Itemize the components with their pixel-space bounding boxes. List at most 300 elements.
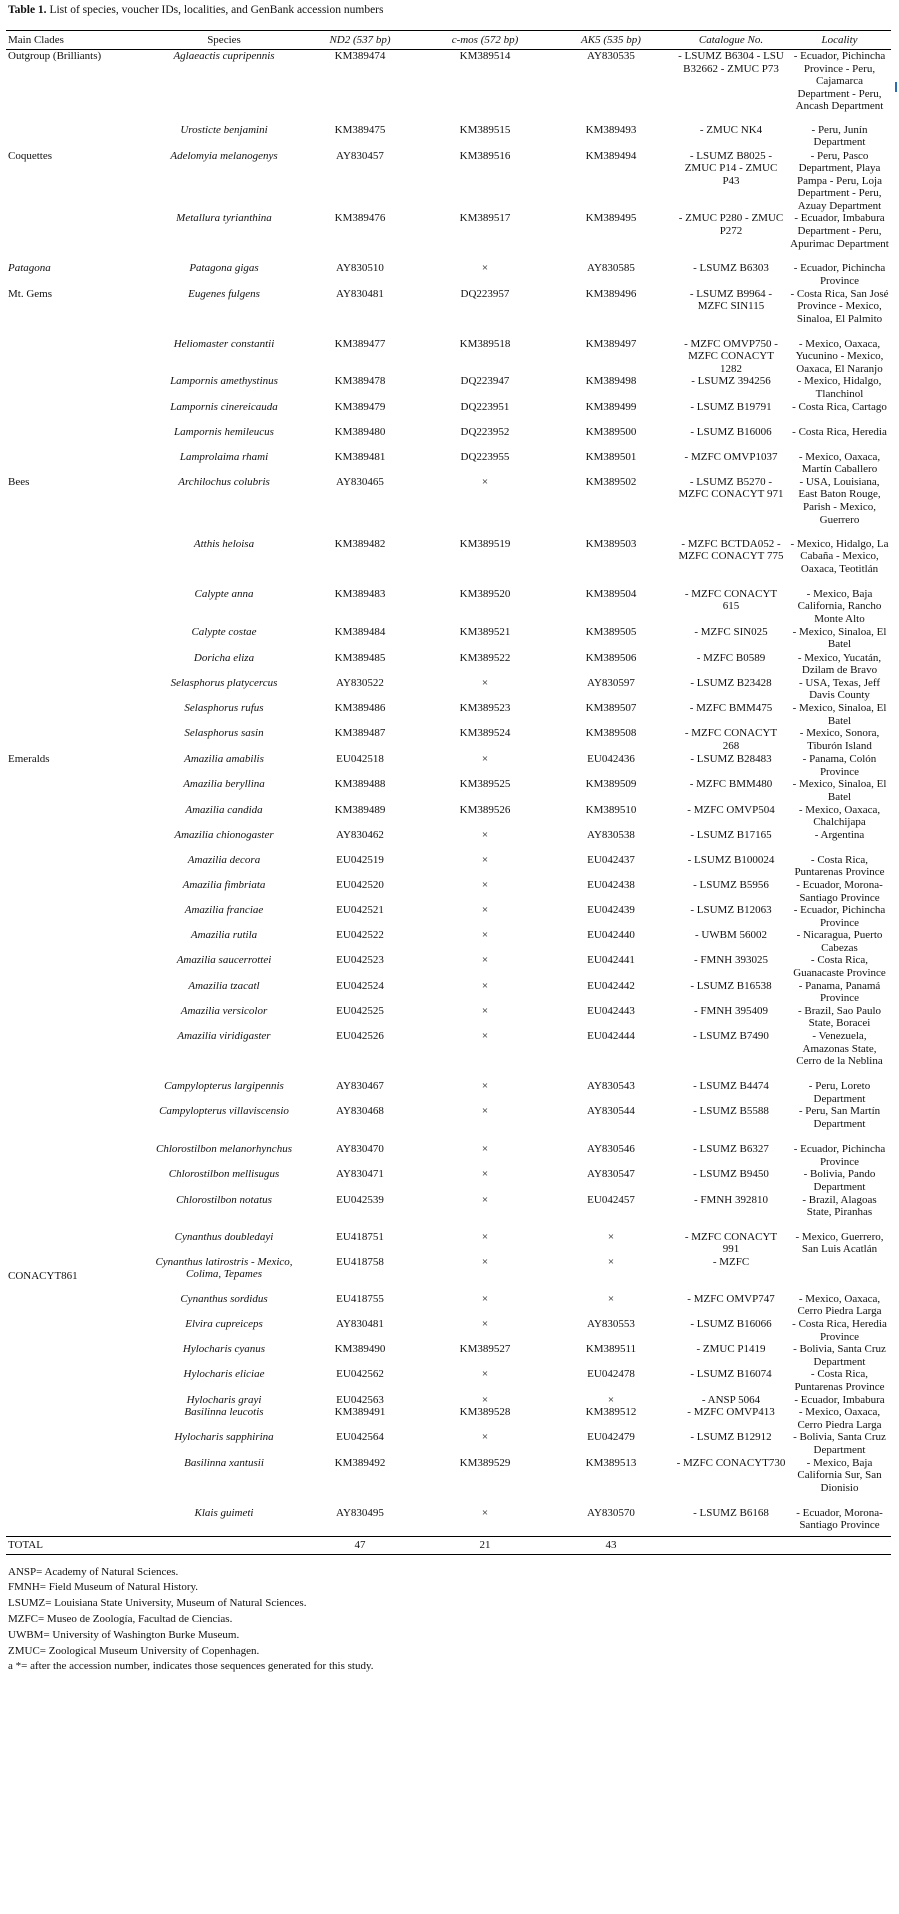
locality-cell: - USA, Texas, Jeff Davis County xyxy=(798,676,880,702)
nd2-cell: AY830462 xyxy=(336,828,384,841)
clade-cell xyxy=(6,401,150,426)
catalogue-cell: - MZFC CONACYT730 xyxy=(676,1456,786,1469)
species-cell: Selasphorus rufus xyxy=(184,701,264,714)
catalogue-cell: - MZFC OMVP504 xyxy=(687,803,775,816)
nd2-cell: KM389489 xyxy=(334,803,386,816)
total-row xyxy=(6,1537,891,1555)
table-row xyxy=(6,753,891,778)
cmos-cell: DQ223947 xyxy=(460,375,510,388)
cmos-cell: KM389514 xyxy=(459,50,511,62)
catalogue-cell: - UWBM 56002 xyxy=(694,929,768,942)
catalogue-cell: - FMNH 392810 xyxy=(694,1193,768,1206)
cmos-cell: KM389529 xyxy=(459,1456,511,1469)
ak5-cell: KM389501 xyxy=(585,450,637,463)
table-row xyxy=(6,626,891,652)
catalogue-cell: - LSUMZ B6327 xyxy=(693,1143,769,1156)
footnote-fmnh: FMNH= Field Museum of Natural History. xyxy=(8,1581,199,1594)
footnote-asterisk: a *= after the accession number, indicates those sequences generated for this study. xyxy=(8,1660,374,1673)
nd2-cell: EU042519 xyxy=(336,853,384,866)
nd2-cell: AY830471 xyxy=(336,1168,384,1181)
ak5-cell: × xyxy=(607,1255,615,1268)
cmos-cell: KM389524 xyxy=(459,727,511,740)
locality-cell xyxy=(788,1256,891,1293)
catalogue-cell: - LSUMZ B17165 xyxy=(690,828,772,841)
locality-cell: - Brazil, Sao Paulo State, Boracei xyxy=(797,1004,882,1030)
table-caption xyxy=(8,4,891,16)
ak5-cell: × xyxy=(607,1292,615,1305)
clade-cell xyxy=(6,980,150,1005)
catalogue-cell: - MZFC CONACYT 268 xyxy=(684,727,778,752)
nd2-cell: EU042518 xyxy=(336,753,384,766)
catalogue-cell: - LSUMZ B5588 xyxy=(693,1105,769,1118)
locality-cell: - Mexico, Baja California Sur, San Dionisio xyxy=(797,1456,882,1494)
cmos-cell: KM389521 xyxy=(459,625,511,638)
nd2-cell: AY830470 xyxy=(336,1143,384,1156)
clade-cell xyxy=(6,1005,150,1030)
species-cell: Klais guimeti xyxy=(194,1506,254,1519)
table-row xyxy=(6,50,891,124)
nd2-cell: KM389477 xyxy=(334,337,386,350)
clade-cell: Coquettes xyxy=(8,149,52,162)
clade-cell xyxy=(6,1080,150,1105)
cmos-cell: × xyxy=(481,828,489,841)
locality-cell: - Panama, Panamá Province xyxy=(798,979,881,1005)
nd2-cell: EU042526 xyxy=(336,1030,384,1043)
nd2-cell: AY830481 xyxy=(336,1317,384,1330)
table-row xyxy=(6,677,891,702)
locality-cell: - Ecuador, Imbabura Department - Peru, Apurimac Department xyxy=(790,212,889,250)
table-row xyxy=(6,1406,891,1431)
species-cell: Amazilia amabilis xyxy=(184,753,264,766)
cmos-cell: × xyxy=(481,1292,489,1305)
locality-cell: - Mexico, Sinaloa, El Batel xyxy=(792,701,887,727)
ak5-cell: AY830585 xyxy=(587,262,635,275)
table-row xyxy=(6,727,891,753)
species-cell: Aglaeactis cupripennis xyxy=(173,50,275,62)
catalogue-cell: - LSUMZ B5956 xyxy=(693,878,769,891)
species-cell: Amazilia viridigaster xyxy=(177,1030,271,1043)
cmos-cell: × xyxy=(481,1368,489,1381)
catalogue-cell: - MZFC OMVP750 - MZFC CONACYT 1282 xyxy=(684,337,778,375)
table-row xyxy=(6,652,891,677)
header-catalogue: Catalogue No. xyxy=(674,31,788,50)
nd2-cell: AY830510 xyxy=(336,262,384,275)
ak5-cell: EU042457 xyxy=(587,1193,635,1206)
total-locality-empty xyxy=(788,1537,891,1555)
species-cell: Hylocharis grayi xyxy=(186,1393,262,1406)
table-row xyxy=(6,778,891,803)
footnote-mzfc: MZFC= Museo de Zoología, Facultad de Ciencias. xyxy=(8,1612,233,1625)
clade-cell xyxy=(6,626,150,652)
table-row xyxy=(6,1030,891,1080)
species-cell: Cynanthus doubledayi xyxy=(174,1230,274,1243)
species-cell: Calypte costae xyxy=(191,625,257,638)
catalogue-cell: - MZFC OMVP1037 xyxy=(684,450,778,463)
nd2-cell: EU042564 xyxy=(336,1431,384,1444)
ak5-cell: KM389496 xyxy=(585,287,637,300)
cmos-cell: × xyxy=(481,1004,489,1017)
cmos-cell: KM389525 xyxy=(459,778,511,791)
species-cell: Amazilia rutila xyxy=(190,929,258,942)
cmos-cell: × xyxy=(481,262,489,275)
locality-cell: - Mexico, Oaxaca, Yucunino - Mexico, Oaxaca, El Naranjo xyxy=(795,337,884,375)
species-cell: Chlorostilbon notatus xyxy=(176,1193,272,1206)
ak5-cell: AY830538 xyxy=(587,828,635,841)
nd2-cell: KM389479 xyxy=(334,400,386,413)
clade-cell xyxy=(6,879,150,904)
catalogue-cell: - LSUMZ B9964 - MZFC SIN115 xyxy=(689,287,773,313)
species-cell: Selasphorus platycercus xyxy=(170,676,278,689)
cmos-cell: × xyxy=(481,1030,489,1043)
cmos-cell: DQ223952 xyxy=(460,425,510,438)
clade-cell xyxy=(6,1231,150,1256)
ak5-cell: KM389510 xyxy=(585,803,637,816)
ak5-cell: × xyxy=(607,1393,615,1406)
clade-cell xyxy=(6,212,150,262)
locality-cell: - Mexico, Oaxaca, Martín Caballero xyxy=(798,450,881,476)
locality-cell: - Mexico, Sonora, Tiburón Island xyxy=(799,727,880,752)
table-caption-label: Table 1. xyxy=(8,4,47,16)
catalogue-cell: - LSUMZ B28483 xyxy=(690,753,772,766)
species-cell: Atthis heloisa xyxy=(193,537,255,550)
ak5-cell: KM389506 xyxy=(585,651,637,664)
table-row xyxy=(6,1368,891,1393)
table-row xyxy=(6,1457,891,1507)
cmos-cell: KM389518 xyxy=(459,337,511,350)
clade-cell xyxy=(6,1394,150,1407)
species-cell: Basilinna leucotis xyxy=(184,1406,264,1419)
table-caption-text: List of species, voucher IDs, localities, and GenBank accession numbers xyxy=(49,4,384,16)
cmos-cell: × xyxy=(481,904,489,917)
clade-cell xyxy=(6,1457,150,1507)
locality-cell: - Mexico, Guerrero, San Luis Acatlán xyxy=(795,1230,884,1256)
species-cell: Amazilia tzacatl xyxy=(188,979,260,992)
ak5-cell: KM389508 xyxy=(585,727,637,740)
locality-cell: - Ecuador, Pichincha Province xyxy=(793,262,886,288)
catalogue-cell: - ZMUC P280 - ZMUC P272 xyxy=(678,212,784,238)
species-cell: Amazilia candida xyxy=(185,803,263,816)
ak5-cell: KM389513 xyxy=(585,1456,637,1469)
nd2-cell: KM389487 xyxy=(334,727,386,740)
species-cell: Campylopterus villaviscensio xyxy=(159,1105,289,1118)
cmos-cell: KM389516 xyxy=(459,149,511,162)
ak5-cell: EU042444 xyxy=(587,1030,635,1043)
table-row xyxy=(6,1168,891,1193)
table-row xyxy=(6,288,891,338)
ak5-cell: KM389500 xyxy=(585,425,637,438)
header-nd2: ND2 (537 bp) xyxy=(298,31,422,50)
cmos-cell: × xyxy=(481,1080,489,1093)
clade-cell: Outgroup (Brilliants) xyxy=(8,50,102,62)
ak5-cell: EU042442 xyxy=(587,979,635,992)
locality-cell: - Costa Rica, Heredia Province xyxy=(792,1317,887,1343)
catalogue-cell: - ZMUC P1419 xyxy=(696,1343,766,1356)
nd2-cell: EU042523 xyxy=(336,954,384,967)
footnote-ansp: ANSP= Academy of Natural Sciences. xyxy=(8,1565,179,1578)
table-row xyxy=(6,1394,891,1407)
locality-cell: - Bolivia, Santa Cruz Department xyxy=(793,1343,886,1368)
cmos-cell: × xyxy=(481,1230,489,1243)
locality-cell: - Peru, Loreto Department xyxy=(808,1080,871,1105)
species-cell: Basilinna xantusii xyxy=(184,1456,264,1469)
cmos-cell: × xyxy=(481,1317,489,1330)
nd2-cell: KM389485 xyxy=(334,651,386,664)
ak5-cell: AY830570 xyxy=(587,1506,635,1519)
clade-cell xyxy=(6,929,150,954)
nd2-cell: AY830481 xyxy=(336,287,384,300)
nd2-cell: KM389480 xyxy=(334,425,386,438)
clade-cell xyxy=(6,1194,150,1231)
locality-cell: - Costa Rica, Cartago xyxy=(792,400,887,413)
table-row xyxy=(6,1194,891,1231)
ak5-cell: KM389509 xyxy=(585,778,637,791)
table-row xyxy=(6,929,891,954)
cmos-cell: × xyxy=(481,1193,489,1206)
catalogue-cell: - LSUMZ B6304 - LSU B32662 - ZMUC P73 xyxy=(678,50,784,75)
cmos-cell: KM389522 xyxy=(459,651,511,664)
species-cell: Archilochus colubris xyxy=(178,475,270,488)
nd2-cell: KM389484 xyxy=(334,625,386,638)
table-row xyxy=(6,1256,891,1293)
cmos-cell: × xyxy=(481,1393,489,1406)
table-row xyxy=(6,538,891,588)
nd2-cell: EU418755 xyxy=(336,1292,384,1305)
clade-cell xyxy=(6,451,150,476)
cmos-cell: KM389517 xyxy=(459,212,511,225)
catalogue-cell: - LSUMZ B12063 xyxy=(690,904,772,917)
locality-cell: - Ecuador, Pichincha Province - Peru, Cajamarca Department - Peru, Ancash Department xyxy=(793,50,886,113)
clade-cell xyxy=(6,338,150,376)
ak5-cell: KM389499 xyxy=(585,400,637,413)
cmos-cell: DQ223957 xyxy=(460,287,510,300)
ak5-cell: EU042438 xyxy=(587,878,635,891)
ak5-cell: KM389497 xyxy=(585,337,637,350)
nd2-cell: KM389475 xyxy=(334,123,386,136)
clade-cell xyxy=(6,1368,150,1393)
cmos-cell: × xyxy=(481,475,489,488)
catalogue-cell: - LSUMZ B16006 xyxy=(690,425,772,438)
locality-cell: - Mexico, Yucatán, Dzilam de Bravo xyxy=(797,651,882,677)
catalogue-cell: - LSUMZ B6168 xyxy=(693,1506,769,1519)
species-cell: Amazilia decora xyxy=(187,853,261,866)
catalogue-cell: - LSUMZ B6303 xyxy=(693,262,769,275)
locality-cell: - Mexico, Hidalgo, Tlanchinol xyxy=(797,375,882,401)
nd2-cell: EU042522 xyxy=(336,929,384,942)
ak5-cell: AY830597 xyxy=(587,676,635,689)
clade-cell xyxy=(6,1507,150,1537)
ak5-cell: AY830547 xyxy=(587,1168,635,1181)
catalogue-cell: - MZFC OMVP747 xyxy=(687,1292,775,1305)
cmos-cell: × xyxy=(481,878,489,891)
clade-cell: Mt. Gems xyxy=(8,287,52,300)
table-row xyxy=(6,401,891,426)
clade-cell xyxy=(6,1431,150,1456)
species-cell: Lampornis amethystinus xyxy=(170,375,278,388)
clade-cell xyxy=(6,727,150,753)
nd2-cell: KM389481 xyxy=(334,450,386,463)
species-cell: Amazilia versicolor xyxy=(180,1004,268,1017)
nd2-cell: KM389486 xyxy=(334,701,386,714)
header-cmos: c-mos (572 bp) xyxy=(422,31,548,50)
nd2-cell: KM389476 xyxy=(334,212,386,225)
catalogue-cell: - MZFC CONACYT 991 xyxy=(684,1230,778,1256)
nd2-cell: EU042539 xyxy=(336,1193,384,1206)
header-ak5: AK5 (535 bp) xyxy=(548,31,674,50)
locality-cell: - Costa Rica, Puntarenas Province xyxy=(794,853,885,879)
nd2-cell: AY830468 xyxy=(336,1105,384,1118)
cmos-cell: × xyxy=(481,853,489,866)
species-cell: Lampornis cinereicauda xyxy=(170,400,278,413)
ak5-cell: EU042440 xyxy=(587,929,635,942)
nd2-cell: AY830522 xyxy=(336,676,384,689)
catalogue-cell: - MZFC SIN025 xyxy=(694,625,768,638)
species-cell: Selasphorus sasin xyxy=(184,727,264,740)
table-row xyxy=(6,124,891,150)
catalogue-cell: - MZFC B0589 xyxy=(696,651,766,664)
clade-cell xyxy=(6,1143,150,1168)
catalogue-cell: - MZFC BCTDA052 - MZFC CONACYT 775 xyxy=(678,537,784,563)
cmos-cell: × xyxy=(481,1143,489,1156)
table-row xyxy=(6,1343,891,1368)
table-row xyxy=(6,375,891,400)
table-row xyxy=(6,980,891,1005)
species-cell: Cynanthus sordidus xyxy=(180,1292,268,1305)
species-table xyxy=(6,30,891,1555)
ak5-cell: EU042436 xyxy=(587,753,635,766)
clade-cell xyxy=(6,1105,150,1143)
clade-cell xyxy=(6,677,150,702)
nd2-cell: KM389490 xyxy=(334,1343,386,1356)
catalogue-cell: - LSUMZ B19791 xyxy=(690,400,772,413)
locality-cell: - Brazil, Alagoas State, Piranhas xyxy=(802,1193,877,1219)
cmos-cell: DQ223955 xyxy=(460,450,510,463)
species-cell: Amazilia beryllina xyxy=(183,778,265,791)
catalogue-cell: - LSUMZ 394256 xyxy=(691,375,771,388)
locality-cell: - Mexico, Baja California, Rancho Monte Alto xyxy=(797,587,882,625)
clade-cell xyxy=(6,778,150,803)
species-cell: Eugenes fulgens xyxy=(188,287,260,300)
clade-cell xyxy=(6,588,150,626)
locality-cell: - Costa Rica, Puntarenas Province xyxy=(794,1368,885,1393)
table-row xyxy=(6,1143,891,1168)
cmos-cell: KM389520 xyxy=(459,587,511,600)
ak5-cell: KM389507 xyxy=(585,701,637,714)
catalogue-cell: - ZMUC NK4 xyxy=(699,123,763,136)
catalogue-cell: - ANSP 5064 xyxy=(701,1393,761,1406)
ak5-cell: EU042479 xyxy=(587,1431,635,1444)
cmos-cell: KM389528 xyxy=(459,1406,511,1419)
species-cell: Hylocharis eliciae xyxy=(183,1368,265,1381)
ak5-cell: AY830546 xyxy=(587,1143,635,1156)
table-row xyxy=(6,1507,891,1537)
catalogue-cell: - LSUMZ B9450 xyxy=(693,1168,769,1181)
ak5-cell: KM389495 xyxy=(585,212,637,225)
ak5-cell: AY830543 xyxy=(587,1080,635,1093)
ak5-cell: KM389505 xyxy=(585,625,637,638)
ak5-cell: KM389494 xyxy=(585,149,637,162)
locality-cell: - Ecuador, Pichincha Province xyxy=(793,1143,886,1168)
ak5-cell: EU042437 xyxy=(587,853,635,866)
species-cell: Patagona gigas xyxy=(189,262,259,275)
table-row xyxy=(6,879,891,904)
clade-cell xyxy=(6,538,150,588)
species-cell: Amazilia saucerrottei xyxy=(176,954,272,967)
cmos-cell: KM389527 xyxy=(459,1343,511,1356)
table-row xyxy=(6,1318,891,1343)
table-row xyxy=(6,829,891,854)
clade-cell xyxy=(6,904,150,929)
table-row xyxy=(6,1105,891,1143)
clade-cell: CONACYT861 xyxy=(8,1269,78,1282)
species-cell: Chlorostilbon melanorhynchus xyxy=(156,1143,292,1156)
nd2-cell: KM389474 xyxy=(334,50,386,62)
table-row xyxy=(6,854,891,879)
catalogue-cell: - FMNH 395409 xyxy=(694,1004,768,1017)
catalogue-cell: - FMNH 393025 xyxy=(694,954,768,967)
ak5-cell: AY830553 xyxy=(587,1317,635,1330)
clade-cell xyxy=(6,804,150,829)
nd2-cell: EU042521 xyxy=(336,904,384,917)
table-row xyxy=(6,212,891,262)
species-cell: Heliomaster constantii xyxy=(173,337,275,350)
ak5-cell: KM389503 xyxy=(585,537,637,550)
table-row xyxy=(6,338,891,376)
table-row xyxy=(6,426,891,451)
species-cell: Adelomyia melanogenys xyxy=(170,149,278,162)
clade-cell xyxy=(6,829,150,854)
cmos-cell: × xyxy=(481,1255,489,1268)
table-row xyxy=(6,1293,891,1318)
cmos-cell: × xyxy=(481,753,489,766)
clade-cell xyxy=(6,1293,150,1318)
nd2-cell: AY830465 xyxy=(336,475,384,488)
locality-cell: - Mexico, Oaxaca, Cerro Piedra Larga xyxy=(797,1292,882,1318)
catalogue-cell: - MZFC CONACYT 615 xyxy=(684,587,778,613)
clade-cell: Bees xyxy=(8,475,30,488)
catalogue-cell: - LSUMZ B100024 xyxy=(687,853,775,866)
catalogue-cell: - LSUMZ B16066 xyxy=(690,1317,772,1330)
species-cell: Elvira cupreiceps xyxy=(185,1317,263,1330)
catalogue-cell: - LSUMZ B16538 xyxy=(690,979,772,992)
ak5-cell: KM389493 xyxy=(585,123,637,136)
locality-cell: - Costa Rica, San José Province - Mexico, Sinaloa, El Palmito xyxy=(790,287,889,325)
locality-cell: - Bolivia, Santa Cruz Department xyxy=(793,1431,886,1456)
table-body xyxy=(6,50,891,1537)
nd2-cell: AY830467 xyxy=(336,1080,384,1093)
locality-cell: - Costa Rica, Guanacaste Province xyxy=(793,954,886,980)
nd2-cell: KM389482 xyxy=(334,537,386,550)
species-cell: Amazilia chionogaster xyxy=(174,828,274,841)
clade-cell xyxy=(6,1168,150,1193)
ak5-cell: AY830544 xyxy=(587,1105,635,1118)
total-label: TOTAL xyxy=(6,1537,150,1555)
nd2-cell: EU042562 xyxy=(336,1368,384,1381)
species-cell: Lamprolaima rhami xyxy=(179,450,269,463)
locality-cell: - Ecuador, Imbabura xyxy=(794,1393,885,1406)
catalogue-cell: - LSUMZ B7490 xyxy=(693,1030,769,1043)
ak5-cell: KM389498 xyxy=(585,375,637,388)
cmos-cell: KM389523 xyxy=(459,701,511,714)
footnote-lsumz: LSUMZ= Louisiana State University, Museum of Natural Sciences. xyxy=(8,1597,307,1610)
species-cell: Campylopterus largipennis xyxy=(164,1080,284,1093)
nd2-cell: AY830495 xyxy=(336,1506,384,1519)
nd2-cell: KM389492 xyxy=(334,1456,386,1469)
cmos-cell: × xyxy=(481,979,489,992)
clade-cell: Emeralds xyxy=(8,753,50,766)
catalogue-cell: - LSUMZ B8025 - ZMUC P14 - ZMUC P43 xyxy=(684,149,778,187)
cmos-cell: × xyxy=(481,929,489,942)
species-cell: Metallura tyrianthina xyxy=(176,212,272,225)
